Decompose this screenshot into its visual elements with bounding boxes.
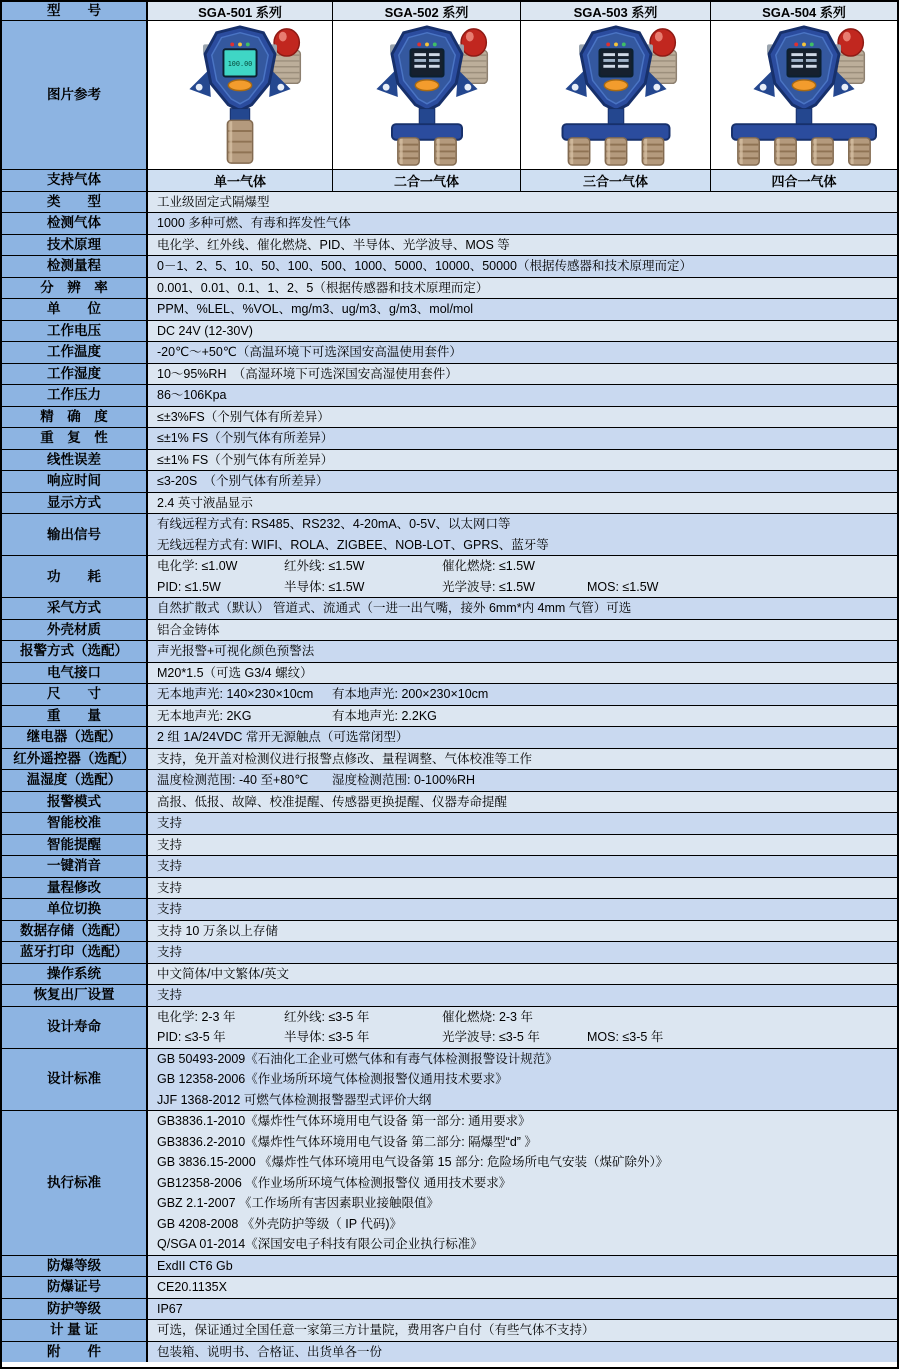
spec-row-value: [148, 856, 897, 877]
spec-segment: PID: ≤1.5W: [157, 579, 221, 594]
spec-line: GB12358-2006 《作业场所环境气体检测报警仪 通用技术要求》: [157, 1175, 512, 1190]
model-header-label: 型 号: [2, 2, 148, 20]
spec-line: 0－1、2、5、10、50、100、500、1000、5000、10000、50000（根据传感器和技术原理而定）: [157, 259, 692, 273]
spec-row-label: 显示方式: [2, 493, 148, 514]
spec-row-label: 分 辨 率: [2, 278, 148, 299]
spec-row: [2, 770, 897, 792]
spec-row-value: [148, 256, 897, 277]
spec-line: ≤3-20S （个别气体有所差异）: [157, 474, 329, 488]
spec-row-value: [148, 1049, 897, 1111]
spec-row-label: 功 耗: [2, 556, 148, 597]
spec-row-label: 红外遥控器（选配）: [2, 749, 148, 770]
spec-row-value: [148, 727, 897, 748]
spec-row: [2, 706, 897, 728]
spec-line: 可选，保证通过全国任意一家第三方计量院，费用客户自付（有些气体不支持）: [157, 1323, 595, 1337]
image-row-label: 图片参考: [2, 21, 148, 169]
spec-segment: 半导体: ≤3-5 年: [284, 1030, 370, 1044]
spec-line: 自然扩散式（默认） 管道式、流通式（一进一出气嘴，接外 6mm*内 4mm 气管）可选: [157, 601, 632, 615]
spec-line: 电化学、红外线、催化燃烧、PID、半导体、光学波导、MOS 等: [157, 237, 510, 252]
device-button-icon: [792, 80, 815, 91]
spec-row-label: 类 型: [2, 192, 148, 213]
spec-row-label: 温湿度（选配）: [2, 770, 148, 791]
spec-row-value: [148, 1320, 897, 1341]
sensor-probe-icon: [434, 138, 455, 165]
spec-segment: 有本地声光: 2.2KG: [332, 708, 437, 723]
device-image-cell: [521, 21, 711, 169]
spec-line: 支持: [157, 988, 183, 1002]
spec-row-label: 输出信号: [2, 514, 148, 555]
spec-row-label: 继电器（选配）: [2, 727, 148, 748]
spec-row: [2, 727, 897, 749]
spec-row-label: 量程修改: [2, 878, 148, 899]
spec-row-value: [148, 1277, 897, 1298]
spec-row-value: [148, 878, 897, 899]
spec-row-label: 防爆证号: [2, 1277, 148, 1298]
spec-line: [157, 556, 897, 577]
spec-row: [2, 385, 897, 407]
spec-row-value: [148, 770, 897, 791]
spec-row-label: 蓝牙打印（选配）: [2, 942, 148, 963]
spec-row-label: 数据存储（选配）: [2, 921, 148, 942]
spec-row-value: [148, 278, 897, 299]
spec-line: ≤±3%FS（个别气体有所差异）: [157, 409, 330, 424]
spec-row-label: 计 量 证: [2, 1320, 148, 1341]
supported-gas-row: [2, 170, 897, 192]
spec-segment: 湿度检测范围: 0-100%RH: [332, 773, 476, 787]
device-button-icon: [415, 80, 438, 91]
spec-line: ExdII CT6 Gb: [157, 1258, 233, 1273]
spec-row-value: [148, 471, 897, 492]
spec-row-label: 重 复 性: [2, 428, 148, 449]
supported-gas-value: 四合一气体: [711, 170, 897, 191]
spec-row-label: 一键消音: [2, 856, 148, 877]
spec-line: DC 24V (12-30V): [157, 323, 253, 338]
sensor-probe-icon: [849, 138, 870, 165]
spec-row-value: [148, 835, 897, 856]
spec-row: [2, 1320, 897, 1342]
spec-line: 支持: [157, 837, 183, 852]
spec-row: [2, 1277, 897, 1299]
spec-segment: PID: ≤3-5 年: [157, 1030, 226, 1044]
sensor-probe-icon: [568, 138, 589, 165]
spec-segment: 光学波导: ≤3-5 年: [442, 1030, 540, 1044]
spec-row: [2, 749, 897, 771]
spec-segment: 半导体: ≤1.5W: [284, 579, 365, 594]
spec-row-value: [148, 985, 897, 1006]
spec-row: [2, 985, 897, 1007]
supported-gas-value: 二合一气体: [333, 170, 521, 191]
sensor-probe-icon: [738, 138, 759, 165]
spec-line: GB 12358-2006《作业场所环境气体检测报警仪通用技术要求》: [157, 1072, 508, 1086]
spec-row: [2, 878, 897, 900]
spec-row-label: 恢复出厂设置: [2, 985, 148, 1006]
spec-row-label: 附 件: [2, 1342, 148, 1363]
spec-line: 有线远程方式有: RS485、RS232、4-20mA、0-5V、以太网口等: [157, 517, 511, 531]
spec-line: 无线远程方式有: WIFI、ROLA、ZIGBEE、NOB-LOT、GPRS、蓝牙等: [157, 537, 549, 552]
image-reference-row: [2, 21, 897, 170]
device-image-cell: [148, 21, 333, 169]
spec-row: [2, 278, 897, 300]
detector-3-probe: [528, 23, 704, 167]
spec-row: [2, 899, 897, 921]
spec-line: M20*1.5（可选 G3/4 螺纹）: [157, 665, 313, 680]
spec-row: [2, 450, 897, 472]
device-button-icon: [228, 80, 251, 91]
spec-row-label: 工作电压: [2, 321, 148, 342]
spec-line: [157, 1027, 897, 1048]
spec-row: [2, 921, 897, 943]
spec-segment: 光学波导: ≤1.5W: [442, 579, 535, 594]
spec-row: [2, 835, 897, 857]
spec-row: [2, 407, 897, 429]
spec-row-value: [148, 428, 897, 449]
spec-row-value: [148, 749, 897, 770]
spec-segment: 无本地声光: 140×230×10cm: [157, 687, 314, 701]
spec-row-label: 操作系统: [2, 964, 148, 985]
spec-line: [157, 1007, 897, 1028]
spec-row: [2, 663, 897, 685]
spec-line: Q/SGA 01-2014《深国安电子科技有限公司企业执行标准》: [157, 1237, 483, 1251]
spec-row-label: 设计寿命: [2, 1007, 148, 1048]
spec-row: [2, 813, 897, 835]
spec-row-value: [148, 450, 897, 471]
spec-row-value: [148, 921, 897, 942]
spec-line: 支持，免开盖对检测仪进行报警点修改、量程调整、气体校准等工作: [157, 751, 533, 766]
spec-row-label: 电气接口: [2, 663, 148, 684]
detector-1-probe: [152, 23, 328, 167]
spec-line: 2.4 英寸液晶显示: [157, 495, 253, 510]
spec-line: 工业级固定式隔爆型: [157, 194, 270, 209]
spec-line: CE20.1135X: [157, 1280, 227, 1294]
spec-line: ≤±1% FS（个别气体有所差异）: [157, 431, 334, 445]
spec-row-label: 防护等级: [2, 1299, 148, 1320]
spec-segment: MOS: ≤3-5 年: [587, 1030, 664, 1044]
model-header: SGA-501 系列: [148, 2, 333, 20]
spec-row: [2, 1111, 897, 1256]
spec-row: [2, 1299, 897, 1321]
spec-line: [157, 684, 897, 705]
spec-row-label: 响应时间: [2, 471, 148, 492]
model-header: SGA-503 系列: [521, 2, 711, 20]
spec-row: [2, 256, 897, 278]
spec-row: [2, 856, 897, 878]
spec-row-value: [148, 213, 897, 234]
spec-row-value: [148, 235, 897, 256]
spec-row: [2, 620, 897, 642]
sensor-probe-icon: [605, 138, 626, 165]
spec-row-value: [148, 514, 897, 555]
spec-row: [2, 556, 897, 598]
spec-segment: 电化学: ≤1.0W: [157, 559, 238, 573]
spec-row-label: 技术原理: [2, 235, 148, 256]
model-header-row: [2, 2, 897, 21]
spec-row-label: 工作湿度: [2, 364, 148, 385]
device-screen-reading: 100.00: [227, 59, 253, 68]
spec-row-value: [148, 684, 897, 705]
spec-line: ≤±1% FS（个别气体有所差异）: [157, 452, 334, 467]
spec-row-value: [148, 792, 897, 813]
spec-line: GBZ 2.1-2007 《工作场所有害因素职业接触限值》: [157, 1196, 439, 1210]
spec-row-label: 智能提醒: [2, 835, 148, 856]
sensor-probe-icon: [642, 138, 663, 165]
spec-row-label: 报警方式（选配）: [2, 641, 148, 662]
spec-row: [2, 493, 897, 515]
spec-row: [2, 964, 897, 986]
spec-line: 1000 多种可燃、有毒和挥发性气体: [157, 216, 351, 230]
spec-line: IP67: [157, 1301, 183, 1316]
spec-row-label: 精 确 度: [2, 407, 148, 428]
spec-row-value: [148, 964, 897, 985]
spec-row-value: [148, 342, 897, 363]
detector-4-probe: [716, 23, 892, 167]
spec-line: [157, 577, 897, 598]
spec-row: [2, 1049, 897, 1112]
sensor-probe-icon: [812, 138, 833, 165]
spec-row-value: [148, 663, 897, 684]
spec-row-label: 设计标准: [2, 1049, 148, 1111]
spec-row-value: [148, 1256, 897, 1277]
spec-segment: 无本地声光: 2KG: [157, 708, 252, 723]
spec-segment: 红外线: ≤3-5 年: [284, 1009, 370, 1024]
model-header: SGA-504 系列: [711, 2, 897, 20]
spec-row: [2, 235, 897, 257]
spec-segment: 电化学: 2-3 年: [157, 1009, 236, 1024]
spec-line: GB 3836.15-2000 《爆炸性气体环境用电气设备第 15 部分: 危险场所电气安装（煤矿除外）》: [157, 1155, 669, 1169]
spec-row-label: 工作温度: [2, 342, 148, 363]
spec-segment: 温度检测范围: -40 至+80℃: [157, 773, 309, 787]
spec-row-value: [148, 1342, 897, 1363]
spec-line: -20℃～+50℃（高温环境下可选深国安高温使用套件）: [157, 345, 462, 359]
spec-row: [2, 792, 897, 814]
gas-value-cells: [148, 170, 897, 191]
spec-row: [2, 342, 897, 364]
spec-line: 声光报警+可视化颜色预警法: [157, 644, 315, 658]
spec-row: [2, 1256, 897, 1278]
spec-row: [2, 364, 897, 386]
spec-row-value: [148, 598, 897, 619]
spec-row-label: 智能校准: [2, 813, 148, 834]
spec-row: [2, 1007, 897, 1049]
spec-line: 支持: [157, 816, 183, 830]
spec-row-value: [148, 1111, 897, 1255]
spec-line: GB 4208-2008 《外壳防护等级（ IP 代码)》: [157, 1216, 402, 1231]
device-image-cell: [333, 21, 521, 169]
spec-line: 支持: [157, 902, 183, 916]
model-header-cells: [148, 2, 897, 20]
spec-line: 铝合金铸体: [157, 622, 220, 637]
spec-row-value: [148, 364, 897, 385]
spec-row-value: [148, 321, 897, 342]
spec-segment: 红外线: ≤1.5W: [284, 559, 365, 573]
spec-row-value: [148, 493, 897, 514]
spec-line: 10～95%RH （高湿环境下可选深国安高湿使用套件）: [157, 366, 458, 381]
spec-line: GB3836.2-2010《爆炸性气体环境用电气设备 第二部分: 隔爆型“d” 》: [157, 1134, 537, 1149]
spec-row-label: 重 量: [2, 706, 148, 727]
spec-row-value: [148, 556, 897, 597]
spec-line: 支持 10 万条以上存储: [157, 923, 278, 938]
gas-row-label: 支持气体: [2, 170, 148, 191]
device-image-cell: [711, 21, 897, 169]
spec-row-label: 检测气体: [2, 213, 148, 234]
spec-line: [157, 706, 897, 727]
spec-row-label: 工作压力: [2, 385, 148, 406]
spec-row: [2, 514, 897, 556]
spec-row-value: [148, 813, 897, 834]
spec-line: 支持: [157, 945, 183, 959]
spec-segment: MOS: ≤1.5W: [587, 579, 659, 594]
spec-row: [2, 428, 897, 450]
supported-gas-value: 三合一气体: [521, 170, 711, 191]
sensor-probe-icon: [397, 138, 418, 165]
spec-line: PPM、%LEL、%VOL、mg/m3、ug/m3、g/m3、mol/mol: [157, 302, 474, 316]
spec-segment: 催化燃烧: ≤1.5W: [442, 559, 535, 573]
spec-line: 86～106Kpa: [157, 388, 227, 402]
spec-row-value: [148, 407, 897, 428]
sensor-probe-icon: [227, 120, 252, 163]
spec-line: 支持: [157, 859, 183, 873]
spec-row: [2, 684, 897, 706]
spec-row: [2, 192, 897, 214]
spec-line: 中文简体/中文繁体/英文: [157, 966, 289, 981]
spec-line: 包装箱、说明书、合格证、出货单各一份: [157, 1344, 383, 1359]
spec-row-label: 报警模式: [2, 792, 148, 813]
spec-row-value: [148, 942, 897, 963]
spec-segment: 有本地声光: 200×230×10cm: [332, 687, 489, 701]
spec-row: [2, 1342, 897, 1363]
spec-line: GB 50493-2009《石油化工企业可燃气体和有毒气体检测报警设计规范》: [157, 1051, 558, 1066]
spec-row-label: 尺 寸: [2, 684, 148, 705]
spec-row: [2, 942, 897, 964]
spec-line: JJF 1368-2012 可燃气体检测报警器型式评价大纲: [157, 1092, 432, 1107]
spec-row-label: 单 位: [2, 299, 148, 320]
spec-row-label: 外壳材质: [2, 620, 148, 641]
spec-row: [2, 299, 897, 321]
spec-row-value: [148, 192, 897, 213]
spec-row-value: [148, 620, 897, 641]
spec-row-value: [148, 706, 897, 727]
spec-row: [2, 321, 897, 343]
device-image-cells: [148, 21, 897, 169]
spec-line: 2 组 1A/24VDC 常开无源触点（可选常闭型）: [157, 730, 409, 744]
spec-row-label: 防爆等级: [2, 1256, 148, 1277]
device-button-icon: [604, 80, 627, 91]
model-header: SGA-502 系列: [333, 2, 521, 20]
spec-row-value: [148, 385, 897, 406]
detector-2-probe: [339, 23, 515, 167]
spec-row-label: 线性误差: [2, 450, 148, 471]
spec-line: 0.001、0.01、0.1、1、2、5（根据传感器和技术原理而定）: [157, 280, 489, 295]
supported-gas-value: 单一气体: [148, 170, 333, 191]
spec-row: [2, 213, 897, 235]
spec-segment: 催化燃烧: 2-3 年: [442, 1009, 533, 1024]
spec-row-label: 执行标准: [2, 1111, 148, 1255]
spec-row-label: 检测量程: [2, 256, 148, 277]
spec-row: [2, 641, 897, 663]
spec-line: [157, 770, 897, 791]
spec-row: [2, 471, 897, 493]
spec-row-label: 采气方式: [2, 598, 148, 619]
spec-rows: [2, 192, 897, 1363]
spec-line: GB3836.1-2010《爆炸性气体环境用电气设备 第一部分: 通用要求》: [157, 1114, 531, 1128]
sensor-probe-icon: [775, 138, 796, 165]
spec-line: 高报、低报、故障、校准提醒、传感器更换提醒、仪器寿命提醒: [157, 794, 508, 809]
spec-row-value: [148, 1299, 897, 1320]
spec-row-value: [148, 899, 897, 920]
spec-row: [2, 598, 897, 620]
spec-line: 支持: [157, 880, 183, 895]
spec-row-value: [148, 641, 897, 662]
spec-row-label: 单位切换: [2, 899, 148, 920]
spec-row-value: [148, 1007, 897, 1048]
spec-row-value: [148, 299, 897, 320]
